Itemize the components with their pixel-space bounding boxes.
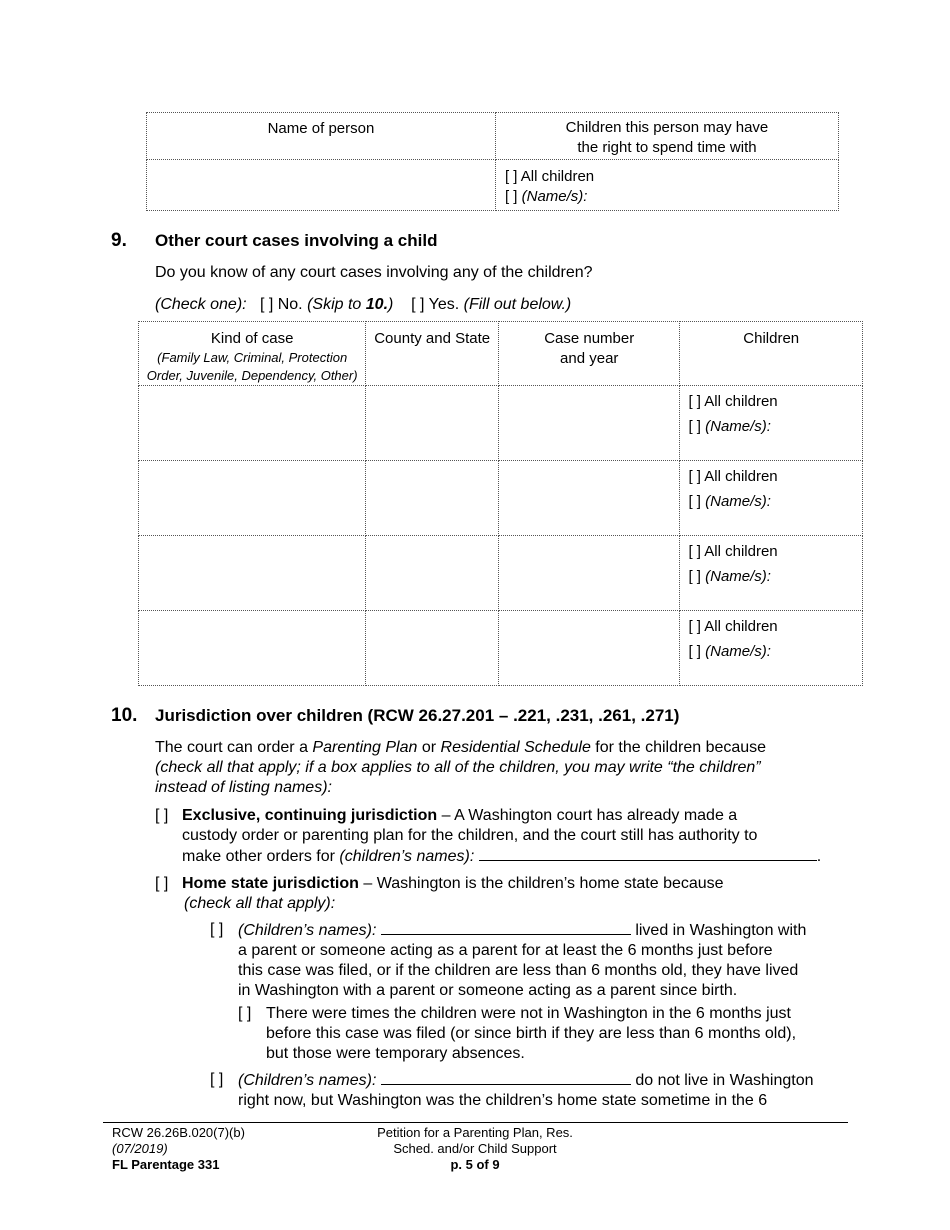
names-checkbox[interactable]: [ ] (688, 568, 701, 585)
children-cell (680, 611, 863, 686)
lived-children-names-field[interactable] (381, 920, 631, 935)
children-time-header-line1: Children this person may have (565, 119, 769, 136)
section-9-title: Other court cases involving a child (155, 231, 438, 250)
table-row (139, 386, 863, 461)
county-state-cell[interactable] (366, 536, 499, 611)
intro-instructions-2: instead of listing names): (155, 779, 332, 796)
names-checkbox[interactable]: [ ] (688, 493, 701, 510)
names-label: (Name/s): (705, 493, 771, 510)
kind-of-case-sub1: (Family Law, Criminal, Protection (157, 350, 348, 365)
home-state-text: Home state jurisdiction – Washington is the children’s home state because (check all that apply): (182, 875, 724, 912)
kind-of-case-header (139, 322, 366, 386)
table-row (139, 536, 863, 611)
residential-schedule-term: Residential Schedule (440, 739, 591, 756)
exclusive-jurisdiction-checkbox[interactable]: [ ] (155, 807, 169, 824)
name-of-person-cell[interactable] (147, 160, 496, 211)
all-children-checkbox[interactable]: [ ] All children (688, 468, 778, 485)
home-state-title: Home state jurisdiction (182, 875, 359, 892)
case-number-cell[interactable] (499, 386, 680, 461)
children-time-header-line2: the right to spend time with (577, 139, 757, 156)
no-checkbox[interactable]: [ ] No. (259, 296, 303, 313)
kind-of-case-cell[interactable] (139, 611, 366, 686)
kind-of-case-cell[interactable] (139, 461, 366, 536)
case-number-cell[interactable] (499, 611, 680, 686)
names-label: (Name/s): (705, 568, 771, 585)
skip-close: ) (388, 296, 394, 313)
section-9-check-line (155, 295, 571, 315)
skip-to-number: 10. (365, 296, 389, 313)
section-10-title: Jurisdiction over children (RCW 26.27.201 – .221, .231, .261, .271) (155, 706, 680, 725)
all-children-checkbox[interactable]: [ ] All children (504, 168, 595, 185)
section-10-number: 10. (111, 705, 138, 726)
intro-instructions-1: (check all that apply; if a box applies to all of the children, you may write “the children” (155, 759, 761, 776)
parenting-plan-term: Parenting Plan (312, 739, 418, 756)
all-children-checkbox[interactable]: [ ] All children (688, 393, 778, 410)
temporary-absences-text: There were times the children were not in Washington in the 6 months just before this case was filed (or since birth if they are less than 6 months old), but those were temporary absences. (266, 1005, 797, 1062)
case-number-line2: and year (560, 350, 619, 367)
names-checkbox[interactable]: [ ] (688, 643, 701, 660)
county-state-cell[interactable] (366, 386, 499, 461)
exclusive-children-names-field[interactable] (479, 846, 817, 861)
footer-date: (07/2019) (112, 1141, 168, 1156)
names-checkbox[interactable]: [ ] (504, 188, 518, 205)
children-time-header (495, 113, 838, 160)
children-header: Children (680, 322, 863, 386)
persons-table (146, 112, 839, 211)
case-number-cell[interactable] (499, 536, 680, 611)
names-checkbox[interactable]: [ ] (688, 418, 701, 435)
court-cases-table (138, 321, 863, 686)
section-9-question: Do you know of any court cases involving any of the children? (155, 264, 593, 281)
case-number-cell[interactable] (499, 461, 680, 536)
kind-of-case-sub2: Order, Juvenile, Dependency, Other) (146, 368, 358, 383)
footer-page: p. 5 of 9 (450, 1157, 500, 1172)
names-label: (Name/s): (705, 418, 771, 435)
section-10-intro: The court can order a Parenting Plan or Residential Schedule for the children because (check all that apply; if a box applies to all of the children, you may write “the children” instead of listing names): (155, 739, 767, 796)
kind-of-case-cell[interactable] (139, 536, 366, 611)
lived-in-washington-checkbox[interactable]: [ ] (210, 921, 224, 938)
county-state-header: County and State (366, 322, 499, 386)
all-children-checkbox[interactable]: [ ] All children (688, 618, 778, 635)
table-row (139, 611, 863, 686)
case-number-header (499, 322, 680, 386)
footer-left (112, 1125, 245, 1173)
footer-center (325, 1125, 625, 1173)
names-label: (Name/s): (521, 188, 588, 205)
all-children-checkbox[interactable]: [ ] All children (688, 543, 778, 560)
footer-rcw: RCW 26.26B.020(7)(b) (112, 1125, 245, 1140)
county-state-cell[interactable] (366, 461, 499, 536)
former-home-state-checkbox[interactable]: [ ] (210, 1071, 224, 1088)
former-children-names-field[interactable] (381, 1070, 631, 1085)
table-row (139, 461, 863, 536)
children-time-cell (495, 160, 838, 211)
section-9-number: 9. (111, 230, 127, 251)
county-state-cell[interactable] (366, 611, 499, 686)
children-cell (680, 461, 863, 536)
home-state-checkbox[interactable]: [ ] (155, 875, 169, 892)
children-cell (680, 536, 863, 611)
exclusive-jurisdiction-title: Exclusive, continuing jurisdiction (182, 807, 438, 824)
footer-title-2: Sched. and/or Child Support (393, 1141, 557, 1156)
check-one-label: (Check one): (155, 296, 247, 313)
footer-rule (103, 1122, 848, 1123)
fill-out-label: (Fill out below.) (463, 296, 572, 313)
name-of-person-header: Name of person (147, 113, 496, 160)
kind-of-case-cell[interactable] (139, 386, 366, 461)
kind-of-case-title: Kind of case (210, 330, 294, 347)
children-cell (680, 386, 863, 461)
former-home-state-text: (Children’s names): do not live in Washington right now, but Washington was the children’s home state sometime in the 6 (238, 1072, 814, 1109)
case-number-line1: Case number (544, 330, 635, 347)
footer-form-id: FL Parentage 331 (112, 1157, 220, 1172)
footer-title-1: Petition for a Parenting Plan, Res. (377, 1125, 573, 1140)
yes-checkbox[interactable]: [ ] Yes. (411, 296, 460, 313)
exclusive-jurisdiction-text: Exclusive, continuing jurisdiction – A Washington court has already made a custody order or parenting plan for the children, and the court still has authority to make other orders for (children’s names): . (182, 807, 822, 865)
skip-to-label: (Skip to (307, 296, 362, 313)
names-label: (Name/s): (705, 643, 771, 660)
lived-in-washington-text: (Children’s names): lived in Washington with a parent or someone acting as a parent for at least the 6 months just before this case was filed, or if the children are less than 6 months old, they have lived in Washington with a parent or someone acting as a parent since birth. (238, 922, 807, 999)
temporary-absences-checkbox[interactable]: [ ] (238, 1005, 252, 1022)
